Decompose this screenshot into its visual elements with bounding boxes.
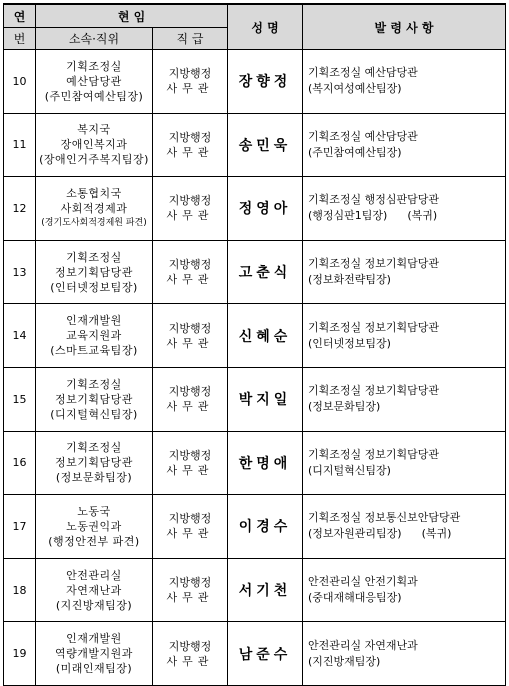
table-row xyxy=(4,367,506,431)
person-name: 장향정 xyxy=(228,50,303,114)
grade-series: 지방행정 xyxy=(168,448,212,462)
current-department: 기획조정실 xyxy=(66,250,122,264)
appointment-team-line xyxy=(308,399,505,415)
row-number: 17 xyxy=(4,495,36,559)
header-no-bottom: 번 xyxy=(4,28,36,50)
appointment-team-line xyxy=(308,654,505,670)
current-department: 기획조정실 xyxy=(66,59,122,73)
appointment-team-line xyxy=(308,272,505,288)
appointment xyxy=(303,240,506,304)
appointment-note: (복귀) xyxy=(407,209,438,223)
appointment-team-line xyxy=(308,336,505,352)
current-team: (스마트교육팀장) xyxy=(50,344,138,358)
grade-rank: 사무관 xyxy=(166,654,214,668)
current-division: 정보기획담당관 xyxy=(55,456,133,470)
current-department: 기획조정실 xyxy=(66,441,122,455)
row-number: 13 xyxy=(4,240,36,304)
current-department: 인재개발원 xyxy=(66,632,122,646)
personnel-table xyxy=(3,3,506,686)
current-division: 교육지원과 xyxy=(66,329,122,343)
current-affiliation xyxy=(36,240,153,304)
person-name: 신혜순 xyxy=(228,304,303,368)
appointment-team-line xyxy=(308,145,505,161)
appointment-team-line xyxy=(308,526,505,542)
current-team: (디지털혁신팀장) xyxy=(50,407,138,421)
person-name: 서기천 xyxy=(228,558,303,622)
appointment-team: (주민참여예산팀장) xyxy=(308,145,402,159)
grade xyxy=(153,367,228,431)
grade xyxy=(153,304,228,368)
appointment-team: (디지털혁신팀장) xyxy=(308,463,391,477)
current-department: 안전관리실 xyxy=(66,568,122,582)
grade-series: 지방행정 xyxy=(168,321,212,335)
appointment-team: (인터넷정보팀장) xyxy=(308,336,391,350)
table-row xyxy=(4,304,506,368)
current-department: 기획조정실 xyxy=(66,377,122,391)
appointment-team-line xyxy=(308,463,505,479)
appointment-division: 기획조정실 정보통신보안담당관 xyxy=(308,511,461,525)
current-affiliation xyxy=(36,431,153,495)
row-number: 18 xyxy=(4,558,36,622)
current-division: 장애인복지과 xyxy=(60,138,128,152)
grade-rank: 사무관 xyxy=(166,400,214,414)
person-name: 남준수 xyxy=(228,622,303,686)
grade-series: 지방행정 xyxy=(168,194,212,208)
header-grade: 직 급 xyxy=(153,28,228,50)
person-name: 박지일 xyxy=(228,367,303,431)
person-name: 송민욱 xyxy=(228,113,303,177)
grade-rank: 사무관 xyxy=(166,336,214,350)
current-division: 정보기획담당관 xyxy=(55,392,133,406)
appointment-division: 기획조정실 정보기획담당관 xyxy=(308,384,440,398)
appointment-team: (중대재해대응팀장) xyxy=(308,591,402,605)
grade-series: 지방행정 xyxy=(168,385,212,399)
appointment-division: 기획조정실 정보기획담당관 xyxy=(308,320,440,334)
grade xyxy=(153,558,228,622)
table-row xyxy=(4,431,506,495)
person-name: 고춘식 xyxy=(228,240,303,304)
current-department: 인재개발원 xyxy=(66,314,122,328)
appointment-team-line xyxy=(308,81,505,97)
current-affiliation xyxy=(36,177,153,241)
grade xyxy=(153,50,228,114)
appointment-note: (복귀) xyxy=(421,527,452,541)
current-team: (경기도사회적경제원 파견) xyxy=(41,217,147,228)
table-row xyxy=(4,558,506,622)
table-header xyxy=(4,4,506,50)
appointment xyxy=(303,431,506,495)
appointment-team-line xyxy=(308,208,505,224)
current-affiliation xyxy=(36,50,153,114)
current-division: 역량개발지원과 xyxy=(55,647,133,661)
grade-series: 지방행정 xyxy=(168,639,212,653)
current-team: (정보문화팀장) xyxy=(55,471,133,485)
table-row xyxy=(4,50,506,114)
appointment-team: (복지여성예산팀장) xyxy=(308,82,402,96)
current-affiliation xyxy=(36,367,153,431)
grade-rank: 사무관 xyxy=(166,145,214,159)
grade-rank: 사무관 xyxy=(166,82,214,96)
current-team: (미래인재팀장) xyxy=(55,662,133,676)
current-affiliation xyxy=(36,558,153,622)
grade xyxy=(153,177,228,241)
current-affiliation xyxy=(36,113,153,177)
grade-series: 지방행정 xyxy=(168,512,212,526)
grade-series: 지방행정 xyxy=(168,130,212,144)
row-number: 15 xyxy=(4,367,36,431)
appointment-division: 기획조정실 예산담당관 xyxy=(308,129,418,143)
appointment-division: 안전관리실 자연재난과 xyxy=(308,638,418,652)
grade xyxy=(153,495,228,559)
appointment xyxy=(303,177,506,241)
person-name: 한명애 xyxy=(228,431,303,495)
person-name: 이경수 xyxy=(228,495,303,559)
grade-series: 지방행정 xyxy=(168,67,212,81)
header-affiliation: 소속·직위 xyxy=(36,28,153,50)
appointment-team: (지진방재팀장) xyxy=(308,654,381,668)
current-division: 사회적경제과 xyxy=(60,201,128,215)
table-row xyxy=(4,622,506,686)
appointment-team: (행정심판1팀장) xyxy=(308,209,388,223)
appointment xyxy=(303,304,506,368)
appointment xyxy=(303,113,506,177)
grade xyxy=(153,113,228,177)
current-division: 정보기획담당관 xyxy=(55,265,133,279)
row-number: 11 xyxy=(4,113,36,177)
row-number: 14 xyxy=(4,304,36,368)
appointment xyxy=(303,622,506,686)
grade xyxy=(153,622,228,686)
current-department: 복지국 xyxy=(77,123,111,137)
header-appointment: 발 령 사 항 xyxy=(303,4,506,50)
appointment-division: 기획조정실 행정심판담당관 xyxy=(308,193,440,207)
header-current-position: 현 임 xyxy=(36,4,228,28)
current-affiliation xyxy=(36,622,153,686)
current-team: (장애인거주복지팀장) xyxy=(39,153,149,167)
grade-rank: 사무관 xyxy=(166,463,214,477)
current-affiliation xyxy=(36,495,153,559)
appointment-division: 기획조정실 예산담당관 xyxy=(308,66,418,80)
current-division: 노동권익과 xyxy=(66,519,122,533)
grade-rank: 사무관 xyxy=(166,209,214,223)
row-number: 19 xyxy=(4,622,36,686)
appointment xyxy=(303,558,506,622)
appointment-team: (정보화전략팀장) xyxy=(308,273,391,287)
current-division: 자연재난과 xyxy=(66,583,122,597)
row-number: 16 xyxy=(4,431,36,495)
grade-rank: 사무관 xyxy=(166,527,214,541)
current-department: 노동국 xyxy=(77,504,111,518)
grade xyxy=(153,240,228,304)
appointment xyxy=(303,50,506,114)
header-name: 성 명 xyxy=(228,4,303,50)
current-affiliation xyxy=(36,304,153,368)
table-row xyxy=(4,177,506,241)
grade-rank: 사무관 xyxy=(166,591,214,605)
table-row xyxy=(4,495,506,559)
table-body xyxy=(4,50,506,686)
grade xyxy=(153,431,228,495)
appointment-team: (정보문화팀장) xyxy=(308,400,381,414)
appointment-team: (정보자원관리팀장) xyxy=(308,527,402,541)
table-row xyxy=(4,113,506,177)
appointment-division: 기획조정실 정보기획담당관 xyxy=(308,257,440,271)
appointment-team-line xyxy=(308,590,505,606)
appointment xyxy=(303,367,506,431)
current-department: 소통협치국 xyxy=(66,186,122,200)
current-division: 예산담당관 xyxy=(66,74,122,88)
row-number: 12 xyxy=(4,177,36,241)
current-team: (인터넷정보팀장) xyxy=(50,280,138,294)
appointment-division: 안전관리실 안전기획과 xyxy=(308,575,418,589)
appointment-division: 기획조정실 정보기획담당관 xyxy=(308,447,440,461)
table-row xyxy=(4,240,506,304)
person-name: 정영아 xyxy=(228,177,303,241)
grade-series: 지방행정 xyxy=(168,258,212,272)
appointment xyxy=(303,495,506,559)
current-team: (지진방재팀장) xyxy=(55,598,133,612)
row-number: 10 xyxy=(4,50,36,114)
header-no-top: 연 xyxy=(4,4,36,28)
current-team: (주민참여예산팀장) xyxy=(44,89,144,103)
grade-series: 지방행정 xyxy=(168,576,212,590)
current-team: (행정안전부 파견) xyxy=(48,534,140,548)
grade-rank: 사무관 xyxy=(166,273,214,287)
